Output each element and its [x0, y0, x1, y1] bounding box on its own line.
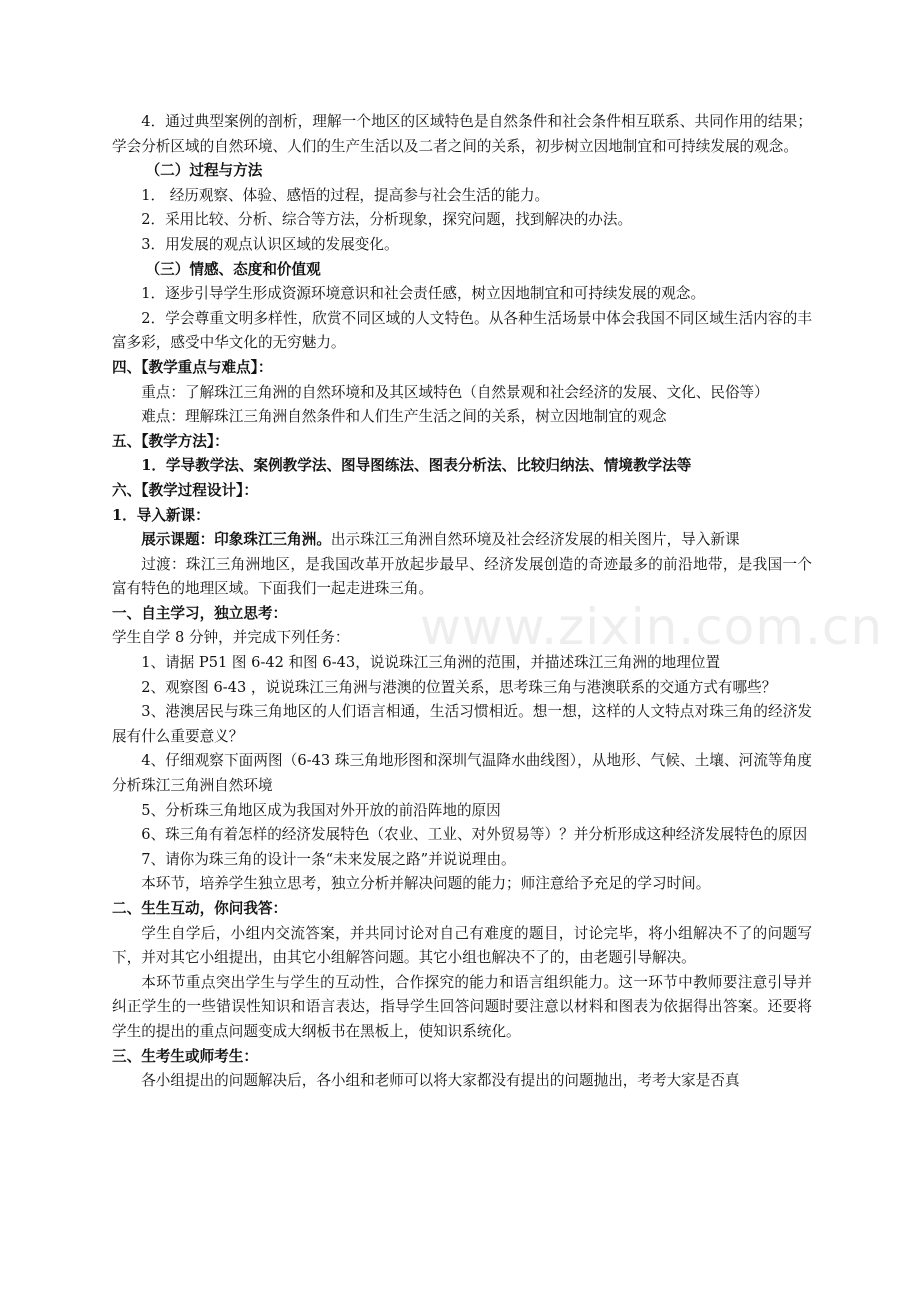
- task-5: 5、分析珠三角地区成为我国对外开放的前沿阵地的原因: [141, 801, 501, 819]
- process-method-item-2: 2．采用比较、分析、综合等方法，分析现象，探究问题，找到解决的办法。: [141, 211, 633, 229]
- part2-heading: 二、生生互动，你问我答：: [112, 900, 288, 917]
- section6-heading: 六、【教学过程设计】：: [112, 481, 258, 499]
- part1-note: 本环节，培养学生独立思考，独立分析并解决问题的能力；师注意给予充足的学习时间。: [141, 875, 711, 893]
- part1-heading: 一、自主学习，独立思考：: [112, 604, 288, 622]
- task-6: 6、珠三角有着怎样的经济发展特色（农业、工业、对外贸易等）？并分析形成这种经济发展特色的原因: [141, 826, 808, 844]
- part2-paragraph-2: 本环节重点突出学生与学生的互动性，合作探究的能力和语言组织能力。这一环节中教师要注意引导并纠正学生的一些错误性知识和语言表达，指导学生回答问题时要注意以材料和图表为依据得出答案。还要将学生的提出的重点问题变成大纲板书在黑板上，使知识系统化。: [112, 973, 812, 1040]
- transition-paragraph: 过渡：珠江三角洲地区，是我国改革开放起步最早、经济发展创造的奇迹最多的前沿地带，是我国一个富有特色的地理区域。下面我们一起走进珠三角。: [112, 555, 812, 598]
- process-method-item-3: 3．用发展的观点认识区域的发展变化。: [141, 235, 399, 253]
- intro-rest: 出示珠江三角洲自然环境及社会经济发展的相关图片，导入新课: [330, 531, 740, 549]
- emotion-heading: （三）情感、态度和价值观: [145, 260, 321, 278]
- difficult-point: 难点：理解珠江三角洲自然条件和人们生产生活之间的关系，树立因地制宜的观念: [141, 408, 667, 426]
- section4-heading: 四、【教学重点与难点】：: [112, 358, 273, 376]
- part2-paragraph-1: 学生自学后，小组内交流答案，并共同讨论对自己有难度的题目，讨论完毕，将小组解决不了的问题写下，并对其它小组提出，由其它小组解答问题。其它小组也解决不了的，由老题引导解决。: [112, 924, 812, 967]
- part3-paragraph-1: 各小组提出的问题解决后，各小组和老师可以将大家都没有提出的问题抛出，考考大家是否真: [141, 1072, 740, 1090]
- task-7: 7、请你为珠三角的设计一条“未来发展之路”并说说理由。: [141, 850, 516, 868]
- key-point: 重点：了解珠江三角洲的自然环境和及其区域特色（自然景观和社会经济的发展、文化、民俗等）: [141, 383, 769, 401]
- section5-heading: 五、【教学方法】：: [112, 432, 229, 450]
- emotion-item-1: 1．逐步引导学生形成资源环境意识和社会责任感，树立因地制宜和可持续发展的观念。: [141, 285, 706, 303]
- intro-bold: 展示课题：印象珠江三角洲。: [141, 531, 331, 549]
- goal-4-paragraph: 4．通过典型案例的剖析，理解一个地区的区域特色是自然条件和社会条件相互联系、共同作用的结果；学会分析区域的自然环境、人们的生产生活以及二者之间的关系，初步树立因地制宜和可持续发展的观念。: [112, 113, 812, 155]
- teaching-methods: 1．学导教学法、案例教学法、图导图练法、图表分析法、比较归纳法、情境教学法等: [141, 457, 692, 475]
- task-1: 1、请据 P51 图 6-42 和图 6-43，说说珠江三角洲的范围，并描述珠江三角洲的地理位置: [141, 654, 721, 672]
- watermark: www.zixin.com.cn: [420, 598, 884, 656]
- process-method-heading: （二）过程与方法: [145, 162, 263, 180]
- intro-paragraph: [112, 528, 812, 553]
- process-method-item-1: 1． 经历观察、体验、感悟的过程，提高参与社会生活的能力。: [141, 186, 550, 204]
- task-4: 4、仔细观察下面两图（6-43 珠三角地形图和深圳气温降水曲线图），从地形、气候、土壤、河流等角度分析珠江三角洲自然环境: [112, 752, 812, 795]
- part1-lead: 学生自学 8 分钟，并完成下列任务：: [112, 629, 350, 647]
- emotion-item-2: 2．学会尊重文明多样性，欣赏不同区域的人文特色。从各种生活场景中体会我国不同区域生活内容的丰富多彩，感受中华文化的无穷魅力。: [112, 309, 812, 352]
- task-3: 3、港澳居民与珠三角地区的人们语言相通，生活习惯相近。想一想，这样的人文特点对珠三角的经济发展有什么重要意义？: [112, 703, 812, 745]
- intro-heading: 1．导入新课：: [112, 506, 210, 524]
- document-page: [112, 110, 812, 1094]
- part3-heading: 三、生考生或师考生：: [112, 1047, 258, 1065]
- task-2: 2、观察图 6-43 ，说说珠江三角洲与港澳的位置关系，思考珠三角与港澳联系的交通方式有哪些？: [141, 678, 777, 696]
